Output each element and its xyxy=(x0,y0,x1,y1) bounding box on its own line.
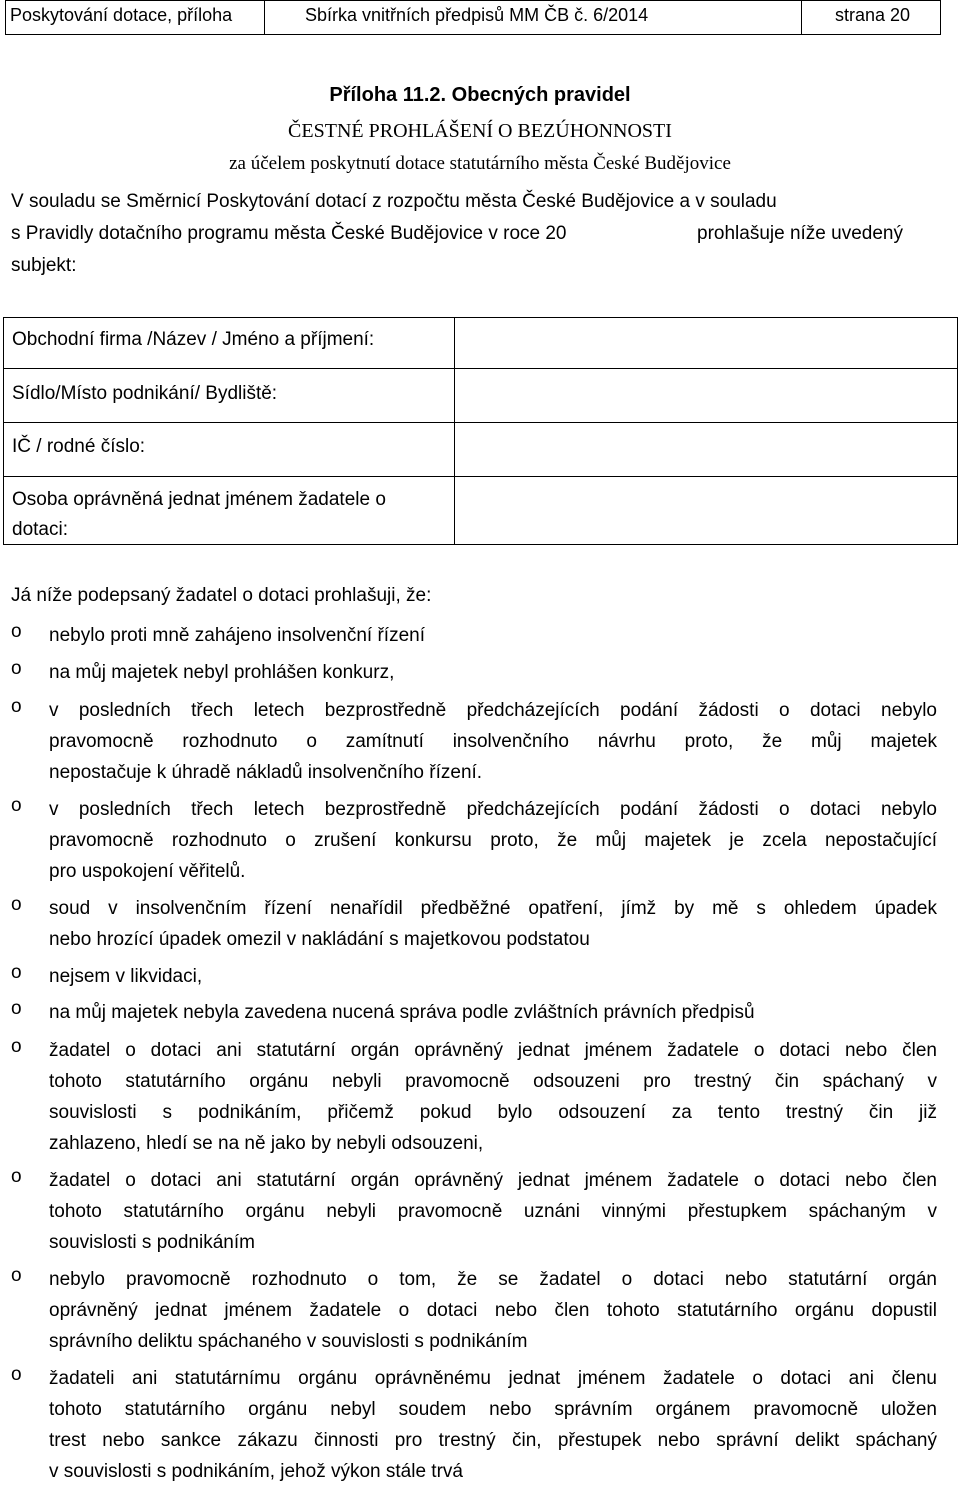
declaration-line: pro uspokojení věřitelů. xyxy=(49,861,246,882)
bullet-marker: o xyxy=(11,894,22,915)
address-label: Sídlo/Místo podnikání/ Bydliště: xyxy=(12,383,278,404)
applicant-form xyxy=(3,317,958,545)
declaration-text xyxy=(49,657,937,688)
page-header xyxy=(5,0,941,35)
declaration-line: tohoto statutárního orgánu nebyli pravomocně uznáni vinnými přestupkem spáchaným v xyxy=(49,1201,937,1222)
declaration-text xyxy=(49,893,937,955)
header-right: strana 20 xyxy=(835,5,911,25)
declaration-line: zahlazeno, hledí se na ně jako by nebyli odsouzeni, xyxy=(49,1133,484,1154)
declaration-line: nejsem v likvidaci, xyxy=(49,966,203,987)
annex-title: Příloha 11.2. Obecných pravidel xyxy=(329,84,631,106)
intro-line: s Pravidly dotačního programu města České Budějovice v roce 20 xyxy=(11,223,567,244)
declaration-line: v posledních třech letech bezprostředně předcházejících podání žádosti o dotaci nebylo xyxy=(49,799,937,820)
declaration-line: žadateli ani statutárnímu orgánu oprávněnému jednat jménem žadatele o dotaci ani členu xyxy=(49,1368,937,1389)
declaration-text xyxy=(49,1165,937,1258)
intro-line: subjekt: xyxy=(11,255,77,276)
declaration-line: žadatel o dotaci ani statutární orgán oprávněný jednat jménem žadatele o dotaci nebo člen xyxy=(49,1170,937,1191)
declaration-subtitle: za účelem poskytnutí dotace statutárního města České Budějovice xyxy=(229,153,731,174)
declaration-title: ČESTNÉ PROHLÁŠENÍ O BEZÚHONNOSTI xyxy=(288,120,672,142)
bullet-marker: o xyxy=(11,1036,22,1057)
id-field[interactable] xyxy=(456,423,956,476)
declaration-line: pravomocně rozhodnuto o zamítnutí insolvenčního návrhu proto, že můj majetek xyxy=(49,731,937,752)
bullet-marker: o xyxy=(11,621,22,642)
declaration-text xyxy=(49,1035,937,1159)
id-label: IČ / rodné číslo: xyxy=(12,436,146,457)
name-label: Obchodní firma /Název / Jméno a příjmení: xyxy=(12,329,375,350)
declaration-line: nebo hrozící úpadek omezil v nakládání s majetkovou podstatou xyxy=(49,929,590,950)
declaration-text xyxy=(49,794,937,887)
bullet-marker: o xyxy=(11,1364,22,1385)
declaration-line: v posledních třech letech bezprostředně předcházejících podání žádosti o dotaci nebylo xyxy=(49,700,937,721)
bullet-marker: o xyxy=(11,1265,22,1286)
address-field[interactable] xyxy=(456,369,956,422)
declaration-line: trest nebo sankce zákazu činnosti pro trestný čin, přestupek nebo správní delikt spáchaný xyxy=(49,1430,937,1451)
representative-label-cont: dotaci: xyxy=(12,519,68,540)
bullet-marker: o xyxy=(11,795,22,816)
declaration-text xyxy=(49,1264,937,1357)
header-divider xyxy=(264,1,265,34)
declaration-line: nebylo pravomocně rozhodnuto o tom, že se žadatel o dotaci nebo statutární orgán xyxy=(49,1269,937,1290)
declaration-text xyxy=(49,1363,937,1487)
declaration-line: souvislosti s podnikáním, přičemž pokud bylo odsouzení za tento trestný čin již xyxy=(49,1102,937,1123)
declaration-line: pravomocně rozhodnuto o zrušení konkursu proto, že můj majetek je zcela nepostačující xyxy=(49,830,937,851)
bullet-marker: o xyxy=(11,962,22,983)
representative-label: Osoba oprávněná jednat jménem žadatele o xyxy=(12,489,386,510)
declaration-line: nepostačuje k úhradě nákladů insolvenčního řízení. xyxy=(49,762,483,783)
declaration-line: v souvislosti s podnikáním, jehož výkon stále trvá xyxy=(49,1461,463,1482)
declaration-text xyxy=(49,997,937,1028)
bullet-marker: o xyxy=(11,1166,22,1187)
declaration-text xyxy=(49,620,937,651)
declaration-line: oprávněný jednat jménem žadatele o dotaci nebo člen tohoto statutárního orgánu dopustil xyxy=(49,1300,937,1321)
declaration-line: tohoto statutárního orgánu nebyl soudem nebo správním orgánem pravomocně uložen xyxy=(49,1399,937,1420)
representative-field[interactable] xyxy=(456,477,956,544)
declaration-line: na můj majetek nebyla zavedena nucená správa podle zvláštních právních předpisů xyxy=(49,1002,755,1023)
declaration-line: nebylo proti mně zahájeno insolvenční řízení xyxy=(49,625,426,646)
declaration-line: souvislosti s podnikáním xyxy=(49,1232,255,1253)
header-center: Sbírka vnitřních předpisů MM ČB č. 6/2014 xyxy=(305,5,649,25)
declaration-line: žadatel o dotaci ani statutární orgán oprávněný jednat jménem žadatele o dotaci nebo člen xyxy=(49,1040,937,1061)
declaration-text xyxy=(49,695,937,788)
intro-line: V souladu se Směrnicí Poskytování dotací z rozpočtu města České Budějovice a v souladu xyxy=(11,191,777,212)
declaration-line: tohoto statutárního orgánu nebyli pravomocně odsouzeni pro trestný čin spáchaný v xyxy=(49,1071,937,1092)
header-left: Poskytování dotace, příloha xyxy=(10,5,233,25)
name-field[interactable] xyxy=(456,318,956,368)
intro-line: prohlašuje níže uvedený xyxy=(697,223,903,244)
bullet-marker: o xyxy=(11,696,22,717)
bullet-marker: o xyxy=(11,658,22,679)
declaration-text xyxy=(49,961,937,992)
form-column-divider xyxy=(454,318,455,544)
declaration-line: správního deliktu spáchaného v souvislosti s podnikáním xyxy=(49,1331,528,1352)
header-divider xyxy=(801,1,802,34)
statement-intro: Já níže podepsaný žadatel o dotaci prohlašuji, že: xyxy=(11,585,432,606)
bullet-marker: o xyxy=(11,998,22,1019)
declaration-line: na můj majetek nebyl prohlášen konkurz, xyxy=(49,662,395,683)
declaration-line: soud v insolvenčním řízení nenařídil předběžné opatření, jímž by mě s ohledem úpadek xyxy=(49,898,937,919)
